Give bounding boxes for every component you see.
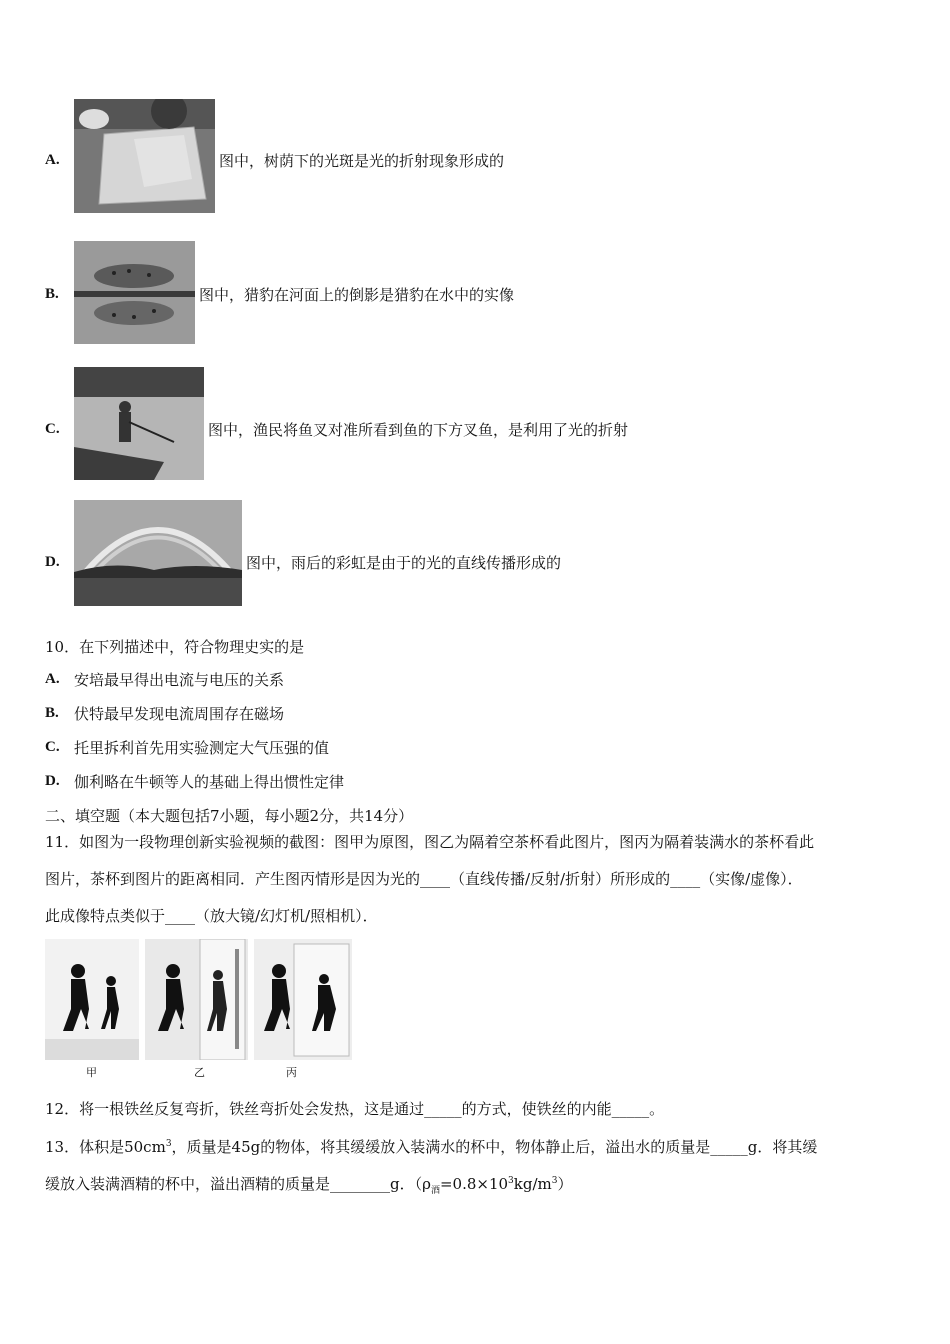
q13-line-1-b: ，质量是45g的物体，将其缓缓放入装满水的杯中，物体静止后，溢出水的质量是_____g．将其缓 (171, 1138, 818, 1156)
section-2-title: 二、填空题（本大题包括7小题，每小题2分，共14分） (45, 807, 414, 825)
q11-line-2: 图片，茶杯到图片的距离相同．产生图丙情形是因为光的____（直线传播/反射/折射）所形成的____（实像/虚像）． (45, 870, 803, 888)
q10-option-b-letter: B. (45, 705, 59, 721)
photo-jia (45, 939, 139, 1060)
fisherman-spear-photo (74, 367, 204, 480)
light-spot-photo (74, 99, 215, 213)
option-a-letter: A. (45, 152, 60, 168)
caption-jia: 甲 (86, 1066, 97, 1079)
q10-option-d-text: 伽利略在牛顿等人的基础上得出惯性定律 (74, 773, 345, 791)
q12-text: 12．将一根铁丝反复弯折，铁丝弯折处会发热，这是通过_____的方式，使铁丝的内能_____。 (45, 1100, 665, 1118)
photo-bing (254, 939, 352, 1060)
q13-line-2 (45, 1171, 573, 1201)
q13-exp-sup: 3 (508, 1176, 514, 1186)
q13-line-2-a: 缓放入装满酒精的杯中，溢出酒精的质量是________g．（ρ (45, 1175, 431, 1193)
option-c-letter: C. (45, 421, 60, 437)
option-b-letter: B. (45, 286, 59, 302)
q13-line-2-c: kg/m (513, 1175, 552, 1193)
q13-line-2-d: ） (557, 1175, 573, 1193)
q10-option-c-letter: C. (45, 739, 60, 755)
q11-line-3: 此成像特点类似于____（放大镜/幻灯机/照相机）． (45, 907, 378, 925)
q10-option-a-letter: A. (45, 671, 60, 687)
option-d-text: 图中，雨后的彩虹是由于的光的直线传播形成的 (246, 554, 562, 572)
option-b-text: 图中，猎豹在河面上的倒影是猎豹在水中的实像 (199, 286, 515, 304)
q10-option-d-letter: D. (45, 773, 60, 789)
q10-option-c-text: 托里拆利首先用实验测定大气压强的值 (74, 739, 330, 757)
caption-bing: 丙 (286, 1066, 297, 1079)
rainbow-photo (74, 500, 242, 606)
q13-line-1 (45, 1134, 817, 1157)
q10-option-b-text: 伏特最早发现电流周围存在磁场 (74, 705, 285, 723)
q13-cm3-sup: 3 (165, 1139, 172, 1149)
q13-line-2-b: =0.8×10 (439, 1175, 509, 1193)
option-c-text: 图中，渔民将鱼叉对准所看到鱼的下方叉鱼，是利用了光的折射 (208, 421, 629, 439)
q11-line-1: 11．如图为一段物理创新实验视频的截图：图甲为原图，图乙为隔着空茶杯看此图片，图丙为隔着装满水的茶杯看此 (45, 833, 815, 851)
q10-stem: 10．在下列描述中，符合物理史实的是 (45, 638, 305, 656)
q10-option-a-text: 安培最早得出电流与电压的关系 (74, 671, 285, 689)
cheetah-reflection-photo (74, 241, 195, 344)
q13-m3-sup: 3 (551, 1176, 558, 1186)
caption-yi: 乙 (194, 1066, 205, 1079)
photo-yi (145, 939, 248, 1060)
option-a-text: 图中，树荫下的光斑是光的折射现象形成的 (219, 152, 505, 170)
option-d-letter: D. (45, 554, 60, 570)
q13-line-1-a: 13．体积是50cm (45, 1138, 166, 1156)
q13-rho-sub: 酒 (430, 1186, 440, 1196)
